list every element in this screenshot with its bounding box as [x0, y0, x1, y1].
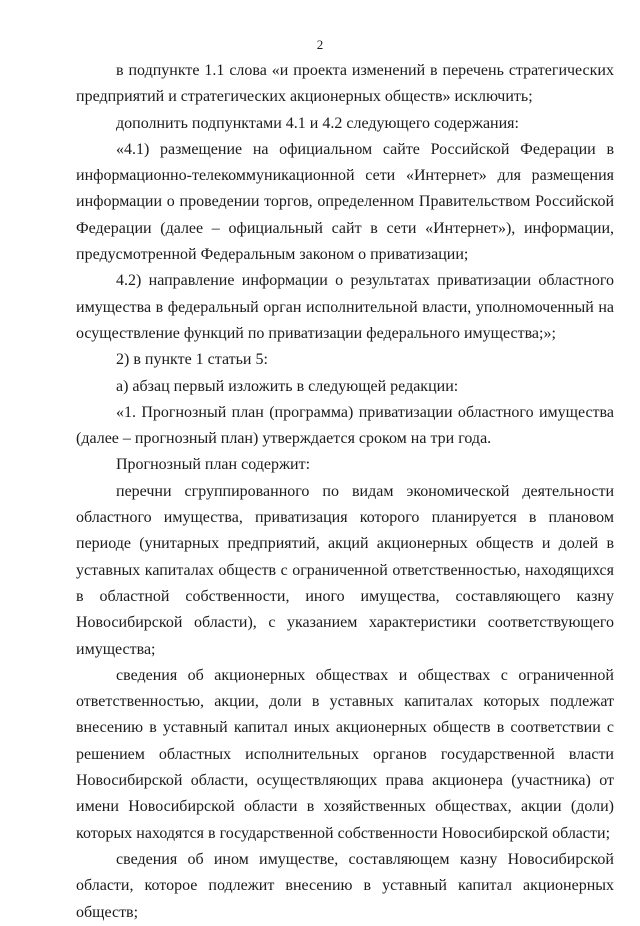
document-body — [76, 58, 614, 926]
paragraph-forecast-plan-term: «1. Прогнозный план (программа) приватизации областного имущества (далее – прогнозный план) утверждается сроком на три года. — [76, 403, 614, 448]
paragraph-add-subpoints-intro: дополнить подпунктами 4.1 и 4.2 следующего содержания: — [116, 114, 519, 132]
paragraph-other-property-info: сведения об ином имуществе, составляющем казну Новосибирской области, которое подлежит внесению в уставный капитал акционерных обществ; — [76, 850, 614, 921]
paragraph-subpoint-4-2: 4.2) направление информации о результатах приватизации областного имущества в федеральный орган исполнительной власти, уполномоченный на осуществление функций по приватизации федерального имущества;»; — [76, 272, 614, 342]
paragraph-subpoint-1-1-amendment: в подпункте 1.1 слова «и проекта изменений в перечень стратегических предприятий и стратегических акционерных обществ» исключить; — [76, 62, 614, 106]
paragraph-subpoint-4-1: «4.1) размещение на официальном сайте Российской Федерации в информационно-телекоммуникационной сети «Интернет» для размещения информации о проведении торгов, определенном Правительством Российской Федерации (далее – официальный сайт в сети «Интернет»), информации, предусмотренной Федеральным законом о приватизации; — [76, 140, 614, 264]
page-number: 2 — [316, 37, 324, 52]
paragraph-forecast-plan-contains: Прогнозный план содержит: — [116, 456, 311, 474]
paragraph-property-lists: перечни сгруппированного по видам экономической деятельности областного имущества, приватизация которого планируется в плановом периоде (унитарных предприятий, акций акционерных обществ и долей в уставных капиталах обществ с ограниченной ответственностью, находящихся в областной собственности, иного имущества, составляющего казну Новосибирской области), с указанием характеристики соответствующего имущества; — [76, 482, 614, 658]
paragraph-first-abzac-edit: а) абзац первый изложить в следующей редакции: — [116, 377, 459, 395]
paragraph-article-5-point-1: 2) в пункте 1 статьи 5: — [116, 351, 268, 369]
paragraph-joint-stock-companies-info: сведения об акционерных обществах и обществах с ограниченной ответственностью, акции, доли в уставных капиталах которых подлежат внесению в уставный капитал иных акционерных обществ в соответствии с решением областных исполнительных органов государственной власти Новосибирской области, осуществляющих права акционера (участника) от имени Новосибирской области в хозяйственных обществах, акции (доли) которых находятся в государственной собственности Новосибирской области; — [76, 666, 614, 842]
